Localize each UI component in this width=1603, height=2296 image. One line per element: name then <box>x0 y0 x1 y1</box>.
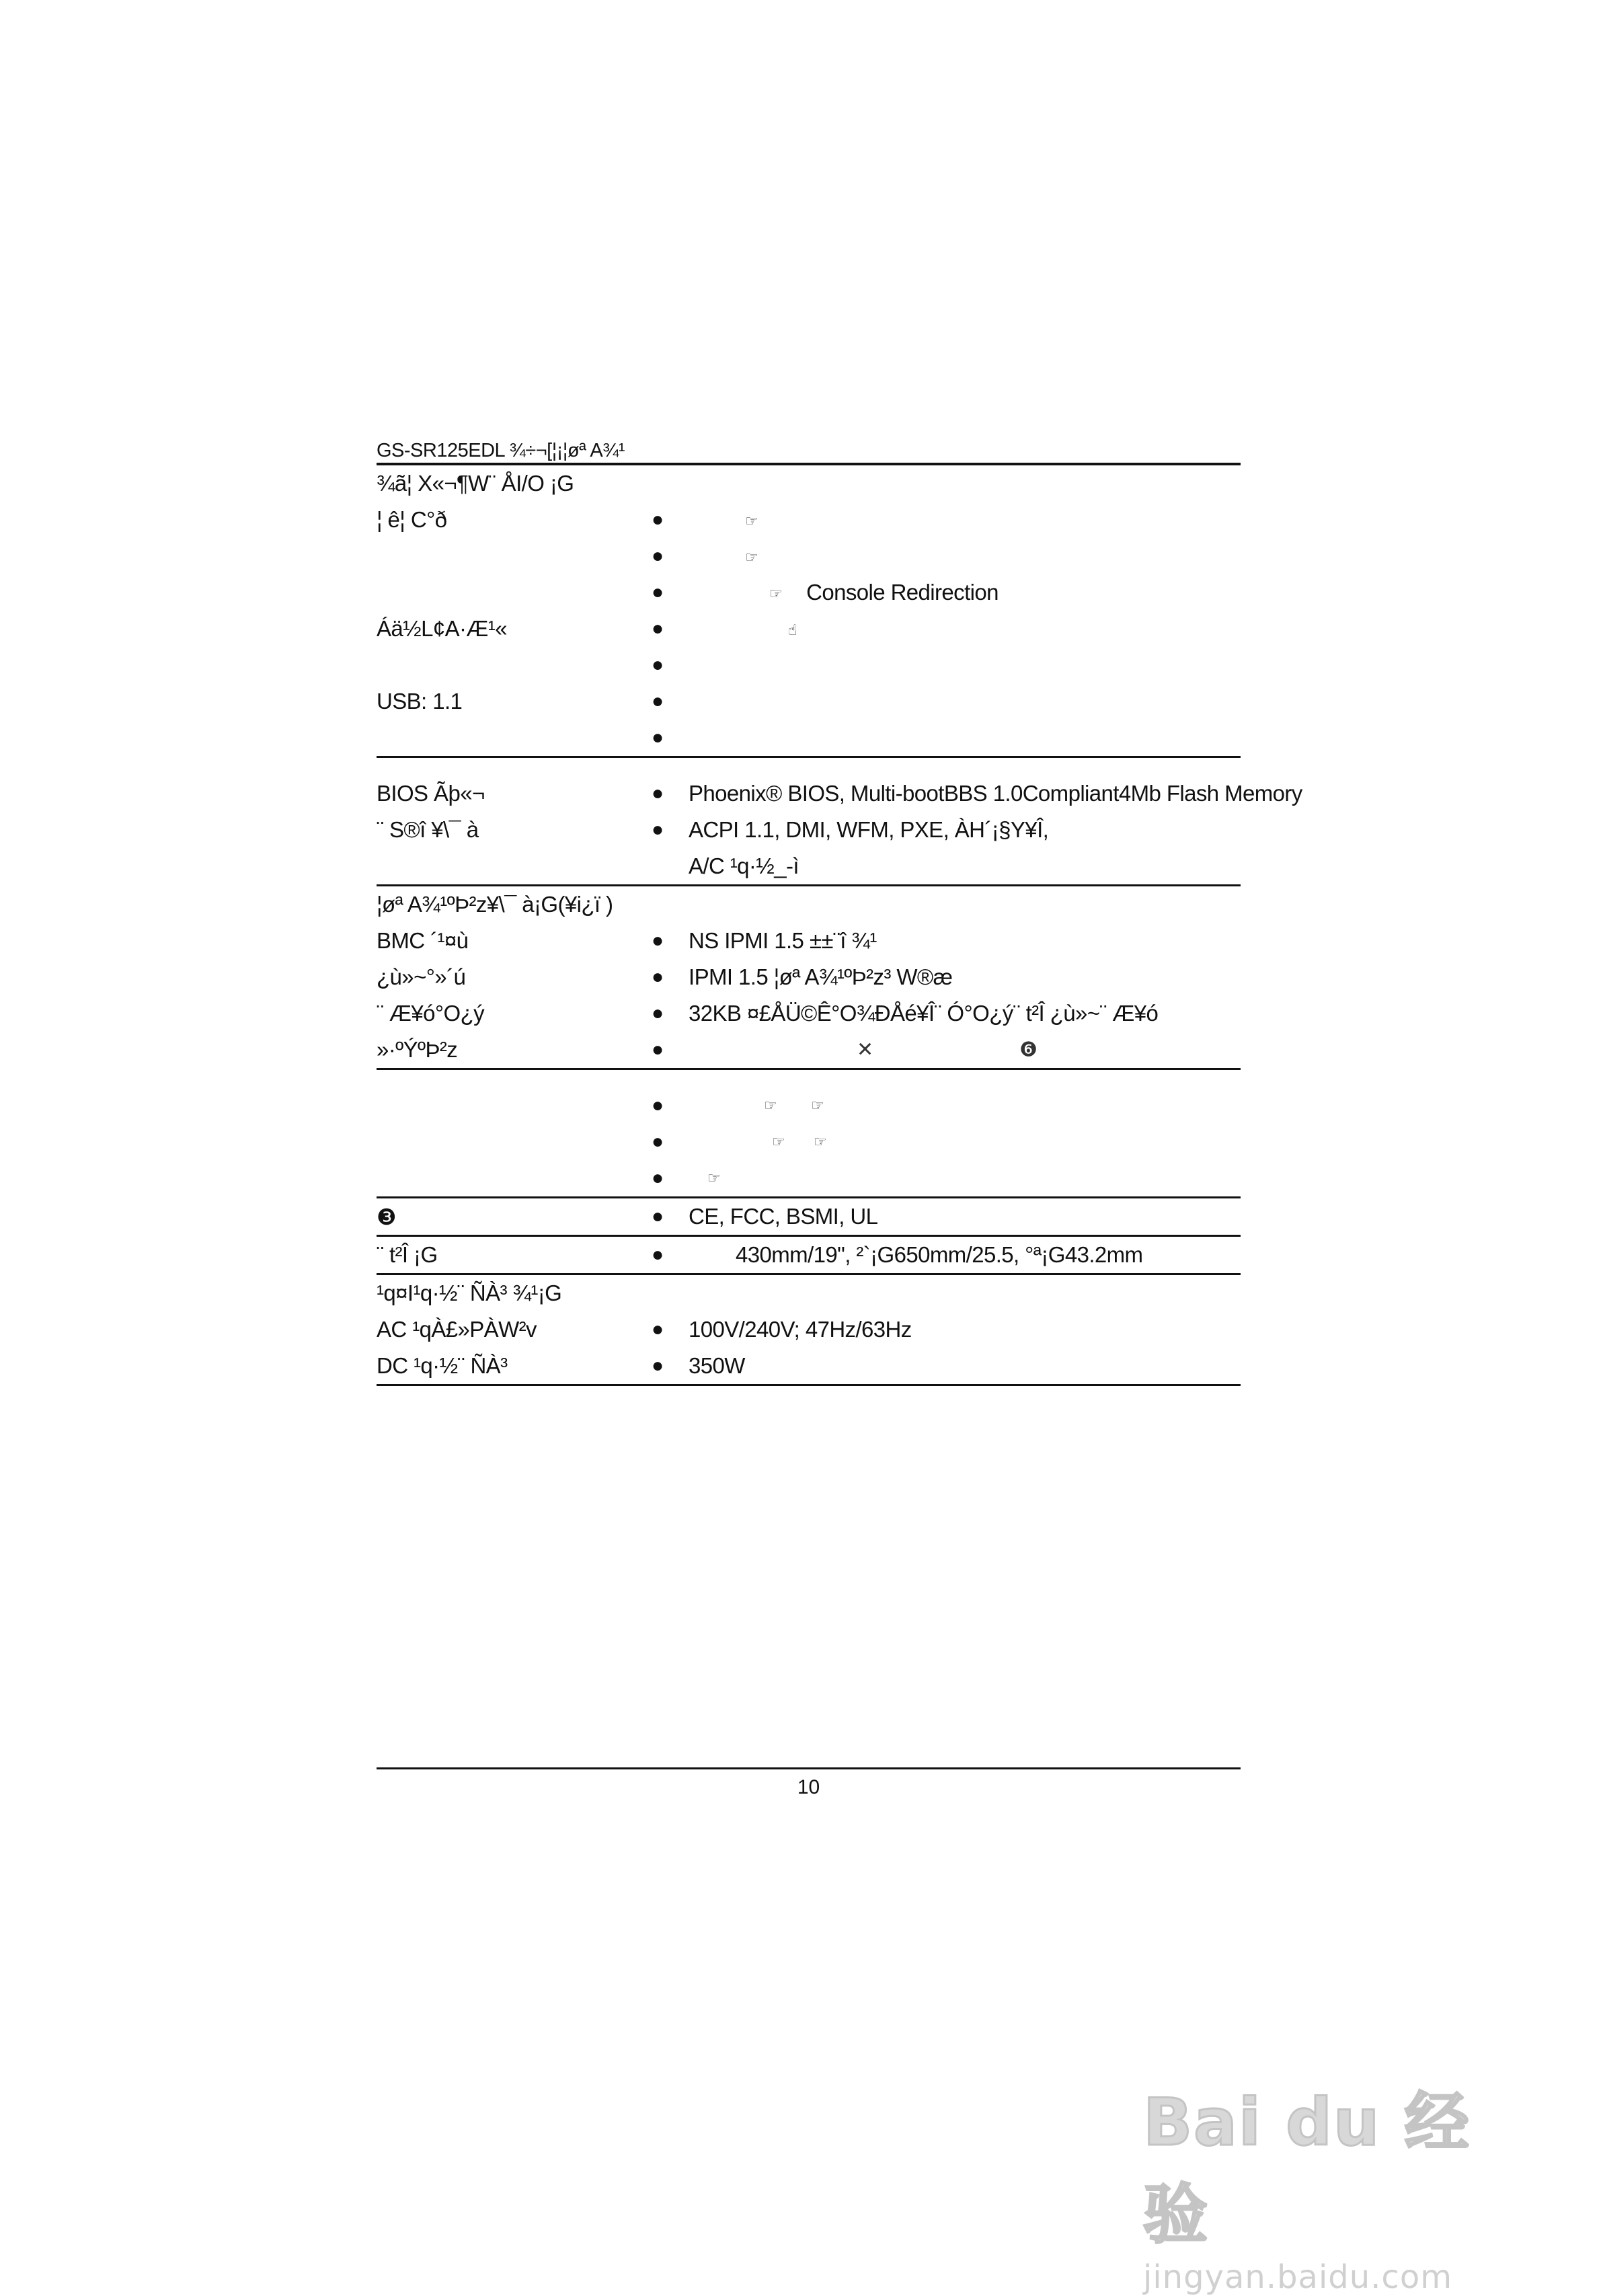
circled-six-icon: ❻ <box>1019 1038 1038 1061</box>
spec-value-text: IPMI 1.5 ¦øª A¾¹ºÞ²z³ W®æ <box>689 964 953 989</box>
bullet-icon: ● <box>652 1354 664 1377</box>
spec-value <box>689 964 1241 990</box>
spec-value <box>689 1204 1241 1229</box>
spec-section <box>377 886 1241 1070</box>
spec-value <box>689 1353 1241 1379</box>
spec-value <box>689 817 1241 843</box>
spec-value-text: Phoenix® BIOS, Multi-bootBBS 1.0Compliant4Mb Flash Memory <box>689 781 1302 806</box>
spec-value <box>689 1001 1241 1026</box>
pointing-hand-icon: ☞ <box>772 1133 785 1150</box>
spec-row <box>377 1032 1241 1068</box>
baidu-watermark <box>1143 2071 1520 2296</box>
spec-value-text: 100V/240V; 47Hz/63Hz <box>689 1317 912 1342</box>
bullet-icon: ● <box>652 508 664 531</box>
spec-section <box>377 1237 1241 1275</box>
bullet-icon: ● <box>652 1318 664 1340</box>
spec-row <box>377 959 1241 995</box>
pointing-hand-icon: ☞ <box>745 512 758 530</box>
spec-section <box>377 1275 1241 1386</box>
spec-label: ¦øª A¾¹ºÞ²z¥\¯ à¡G(¥i¿ï ) <box>377 892 613 917</box>
watermark-url: jingyan.baidu.com <box>1143 2258 1452 2296</box>
spec-label: ❸ <box>377 1204 396 1229</box>
bullet-icon: ● <box>652 1002 664 1024</box>
spec-row <box>377 502 1241 538</box>
spec-label: ¨ t²Î ¡G <box>377 1242 438 1267</box>
pointing-hand-icon: ☞ <box>811 1097 824 1114</box>
bullet-icon: ● <box>652 690 664 712</box>
spec-value <box>689 928 1241 954</box>
spec-value <box>689 507 1241 533</box>
spec-row <box>377 995 1241 1032</box>
document-page <box>377 437 1302 1386</box>
spec-label: BIOS Ãþ«¬ <box>377 781 485 806</box>
header-title: GS-SR125EDL ¾÷¬[¦¡¦øª A¾¹ <box>377 440 625 461</box>
spec-row <box>377 1160 1241 1196</box>
spec-label: ¹q¤I¹q·½¨ ÑÀ³ ¾¹¡G <box>377 1280 562 1305</box>
bullet-icon: ● <box>652 654 664 676</box>
spec-section <box>377 1070 1241 1198</box>
spec-row <box>377 923 1241 959</box>
spec-value-text: NS IPMI 1.5 ±±¨î ¾¹ <box>689 928 877 953</box>
pointing-hand-icon: ☞ <box>707 1170 721 1186</box>
spec-row <box>377 812 1241 848</box>
page-header <box>377 437 1241 465</box>
spec-section <box>377 1198 1241 1237</box>
pointing-hand-icon: ☞ <box>769 585 783 603</box>
spec-row <box>377 611 1241 647</box>
bullet-icon: ● <box>652 1167 664 1189</box>
spec-value <box>689 1032 1241 1068</box>
spec-value <box>689 543 1241 569</box>
watermark-logo: Bai du 经验 <box>1143 2085 1471 2252</box>
bullet-icon: ● <box>652 818 664 841</box>
spec-row <box>377 1237 1241 1273</box>
pointing-hand-icon: ☞ <box>764 1097 777 1114</box>
bullet-icon: ● <box>652 1205 664 1227</box>
spec-section <box>377 758 1302 886</box>
spec-label: ¦ ê¦ C°ð <box>377 507 447 532</box>
spec-row <box>377 720 1241 756</box>
hand-pointer-icon: ☝ <box>788 621 797 639</box>
spec-label: ¨ S®î ¥\¯ à <box>377 817 479 842</box>
spec-value <box>689 1160 1241 1196</box>
spec-section <box>377 465 1241 758</box>
spec-row <box>377 538 1241 574</box>
pointing-hand-icon: ☞ <box>814 1133 827 1150</box>
spec-row <box>377 1348 1241 1384</box>
spec-row <box>377 1198 1241 1235</box>
bullet-icon: ● <box>652 1038 664 1061</box>
spec-value <box>689 781 1302 806</box>
page-number: 10 <box>797 1776 820 1798</box>
bullet-icon: ● <box>652 1243 664 1266</box>
spec-row <box>377 775 1302 812</box>
bullet-icon: ● <box>652 929 664 952</box>
spec-label: DC ¹q·½¨ ÑÀ³ <box>377 1353 508 1378</box>
page-footer <box>377 1767 1241 1799</box>
spec-row <box>377 574 1241 611</box>
spec-value-text: 430mm/19", ²`¡G650mm/25.5, °ª¡G43.2mm <box>736 1242 1143 1267</box>
spec-label: ¨ Æ¥ó°O¿ý <box>377 1001 484 1026</box>
spec-table <box>377 465 1302 1386</box>
bullet-icon: ● <box>652 1131 664 1153</box>
spec-label: ¿ù»~°»´ú <box>377 964 466 989</box>
bullet-icon: ● <box>652 581 664 603</box>
spec-value-text: 350W <box>689 1353 745 1378</box>
bullet-icon: ● <box>652 545 664 567</box>
spec-value <box>689 1124 1241 1160</box>
bullet-icon: ● <box>652 782 664 804</box>
bullet-icon: ● <box>652 726 664 749</box>
spec-label: USB: 1.1 <box>377 689 463 714</box>
spec-value <box>689 853 1241 879</box>
spec-value <box>689 1242 1241 1268</box>
bullet-icon: ● <box>652 617 664 640</box>
spec-label: BMC ´¹¤ù <box>377 928 469 953</box>
spec-value-text: 32KB ¤£ÅÜ©Ê°O¾ÐÅé¥Î¨ Ó°O¿ý¨ t²Î ¿ù»~¨ Æ¥ó <box>689 1001 1159 1026</box>
spec-row <box>377 1311 1241 1348</box>
spec-value-text: CE, FCC, BSMI, UL <box>689 1204 878 1229</box>
spec-label: »·ºÝºÞ²z <box>377 1037 458 1062</box>
pointing-hand-icon: ☞ <box>745 549 758 566</box>
spec-value-text: A/C ¹q·½_-ì <box>689 853 799 878</box>
spec-row <box>377 1124 1241 1160</box>
spec-row <box>377 465 1241 502</box>
spec-label: AC ¹qÀ£»PÀW²v <box>377 1317 537 1342</box>
spec-row <box>377 886 1241 923</box>
spec-value-text: Console Redirection <box>806 580 999 605</box>
spec-row <box>377 848 1241 884</box>
spec-value <box>689 1087 1241 1124</box>
spec-row <box>377 1275 1241 1311</box>
spec-row <box>377 683 1241 720</box>
spec-label: ¾ã¦ X«¬¶W¨ ÅI/O ¡G <box>377 471 574 496</box>
spec-value-text: ACPI 1.1, DMI, WFM, PXE, ÀH´¡§Y¥Î, <box>689 817 1049 842</box>
spec-value <box>689 1317 1241 1342</box>
bullet-icon: ● <box>652 966 664 988</box>
spec-value <box>689 580 1241 605</box>
spec-label: Áä½L¢A·Æ¹« <box>377 616 507 641</box>
bullet-icon: ● <box>652 1094 664 1116</box>
spec-value <box>689 616 1241 642</box>
cross-icon: ✕ <box>857 1038 873 1061</box>
spec-row <box>377 1087 1241 1124</box>
spec-row <box>377 647 1241 683</box>
